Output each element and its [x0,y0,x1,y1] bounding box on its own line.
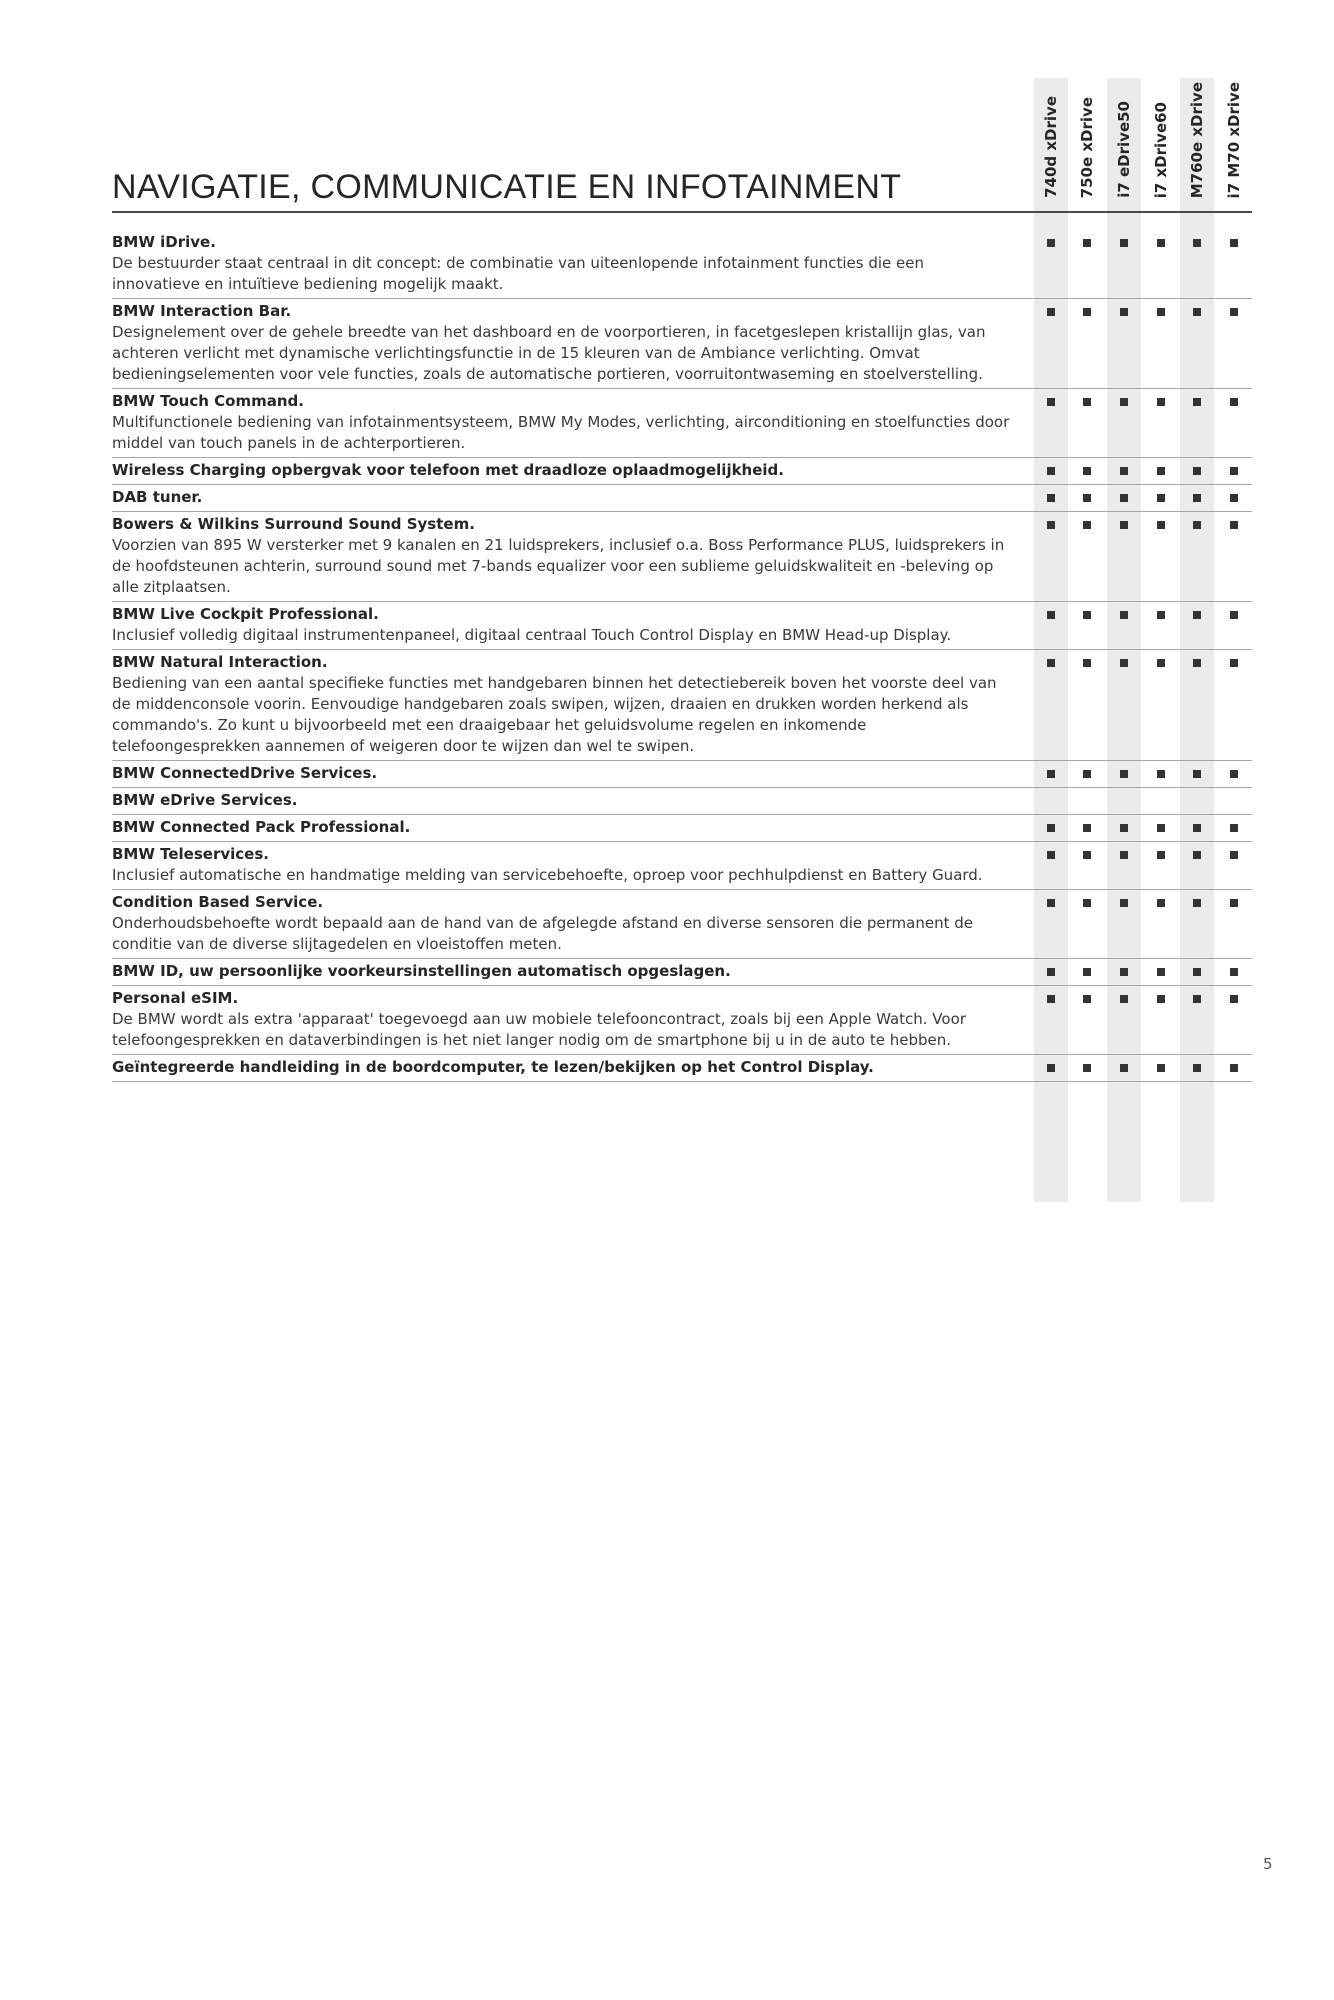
standard-equipment-mark [1120,494,1128,502]
feature-availability [1012,301,1252,385]
feature-table [112,230,1252,1082]
standard-equipment-mark [1230,239,1238,247]
standard-equipment-mark [1047,398,1055,406]
feature-availability [1012,232,1252,295]
standard-equipment-mark [1083,770,1091,778]
feature-row [112,761,1252,788]
feature-row [112,299,1252,389]
feature-title: BMW Touch Command. [112,392,304,410]
feature-availability [1012,961,1252,982]
standard-equipment-mark [1047,851,1055,859]
standard-equipment-mark [1157,770,1165,778]
standard-equipment-mark [1193,467,1201,475]
standard-equipment-mark [1047,968,1055,976]
feature-title: BMW Natural Interaction. [112,653,328,671]
feature-row [112,485,1252,512]
model-header [1217,81,1251,198]
standard-equipment-mark [1083,494,1091,502]
standard-equipment-mark [1047,824,1055,832]
feature-text [112,301,1012,385]
page-title: NAVIGATIE, COMMUNICATIE EN INFOTAINMENT [112,168,902,206]
feature-description: De BMW wordt als extra 'apparaat' toegevoegd aan uw mobiele telefooncontract, zoals bij een Apple Watch. Voor telefoongesprekken en dataverbindingen is het niet langer nodig om de smartphone bij u in de auto te hebben. [112,1010,966,1049]
feature-text [112,460,1012,481]
feature-row [112,650,1252,761]
standard-equipment-mark [1047,899,1055,907]
standard-equipment-mark [1120,398,1128,406]
feature-text [112,892,1012,955]
standard-equipment-mark [1193,899,1201,907]
model-header-label: M760e xDrive [1188,81,1206,198]
standard-equipment-mark [1120,659,1128,667]
page-number: 5 [1263,1855,1273,1873]
feature-title: Wireless Charging opbergvak voor telefoon met draadloze oplaadmogelijkheid. [112,461,784,479]
standard-equipment-mark [1047,770,1055,778]
feature-description: Voorzien van 895 W versterker met 9 kanalen en 21 luidsprekers, inclusief o.a. Boss Performance PLUS, luidsprekers in de hoofdsteunen achterin, surround sound met 7-bands equalizer voor een sublieme geluidskwaliteit en -beleving op alle zitplaatsen. [112,536,1005,596]
standard-equipment-mark [1047,308,1055,316]
standard-equipment-mark [1157,899,1165,907]
feature-text [112,391,1012,454]
feature-text [112,844,1012,886]
model-header-label: i7 eDrive50 [1115,101,1133,198]
standard-equipment-mark [1157,494,1165,502]
feature-title: Condition Based Service. [112,893,324,911]
standard-equipment-mark [1193,398,1201,406]
feature-text [112,1057,1012,1078]
feature-description: Onderhoudsbehoefte wordt bepaald aan de hand van de afgelegde afstand en diverse sensoren die permanent de conditie van de diverse slijtagedelen en vloeistoffen meten. [112,914,973,953]
feature-row [112,815,1252,842]
standard-equipment-mark [1120,968,1128,976]
feature-row [112,890,1252,959]
feature-availability [1012,790,1252,811]
feature-text [112,988,1012,1051]
feature-availability [1012,460,1252,481]
standard-equipment-mark [1157,824,1165,832]
standard-equipment-mark [1230,467,1238,475]
feature-row [112,986,1252,1055]
standard-equipment-mark [1083,611,1091,619]
standard-equipment-mark [1120,824,1128,832]
standard-equipment-mark [1083,398,1091,406]
standard-equipment-mark [1120,611,1128,619]
feature-row [112,458,1252,485]
model-header [1144,86,1178,198]
standard-equipment-mark [1157,995,1165,1003]
feature-row [112,842,1252,890]
standard-equipment-mark [1120,467,1128,475]
standard-equipment-mark [1193,659,1201,667]
feature-title: BMW iDrive. [112,233,216,251]
model-header-label: 750e xDrive [1078,96,1096,198]
standard-equipment-mark [1230,611,1238,619]
standard-equipment-mark [1083,467,1091,475]
model-header [1034,86,1068,198]
feature-row [112,788,1252,815]
standard-equipment-mark [1047,239,1055,247]
model-header-label: i7 xDrive60 [1152,101,1170,198]
standard-equipment-mark [1230,1064,1238,1072]
feature-availability [1012,763,1252,784]
feature-availability [1012,487,1252,508]
standard-equipment-mark [1157,1064,1165,1072]
feature-title: Personal eSIM. [112,989,239,1007]
feature-row [112,602,1252,650]
model-header-label: i7 M70 xDrive [1225,81,1243,198]
standard-equipment-mark [1083,239,1091,247]
standard-equipment-mark [1193,995,1201,1003]
model-header-label: 740d xDrive [1042,96,1060,198]
feature-description: Inclusief volledig digitaal instrumentenpaneel, digitaal centraal Touch Control Display en BMW Head-up Display. [112,626,952,644]
standard-equipment-mark [1230,659,1238,667]
standard-equipment-mark [1157,968,1165,976]
standard-equipment-mark [1157,308,1165,316]
feature-availability [1012,1057,1252,1078]
feature-text [112,652,1012,757]
standard-equipment-mark [1047,995,1055,1003]
standard-equipment-mark [1193,968,1201,976]
standard-equipment-mark [1120,770,1128,778]
standard-equipment-mark [1230,308,1238,316]
feature-text [112,514,1012,598]
feature-availability [1012,514,1252,598]
feature-text [112,604,1012,646]
feature-availability [1012,391,1252,454]
standard-equipment-mark [1157,239,1165,247]
standard-equipment-mark [1193,308,1201,316]
standard-equipment-mark [1230,968,1238,976]
standard-equipment-mark [1193,239,1201,247]
standard-equipment-mark [1047,659,1055,667]
standard-equipment-mark [1047,611,1055,619]
feature-description: De bestuurder staat centraal in dit concept: de combinatie van uiteenlopende infotainment functies die een innovatieve en intuïtieve bediening mogelijk maakt. [112,254,924,293]
feature-availability [1012,817,1252,838]
standard-equipment-mark [1230,770,1238,778]
standard-equipment-mark [1083,659,1091,667]
standard-equipment-mark [1120,521,1128,529]
feature-row [112,1055,1252,1082]
feature-text [112,232,1012,295]
standard-equipment-mark [1193,770,1201,778]
standard-equipment-mark [1193,494,1201,502]
standard-equipment-mark [1230,398,1238,406]
feature-description: Multifunctionele bediening van infotainmentsysteem, BMW My Modes, verlichting, airconditioning en stoelfuncties door middel van touch panels in de achterportieren. [112,413,1010,452]
standard-equipment-mark [1157,467,1165,475]
standard-equipment-mark [1083,1064,1091,1072]
standard-equipment-mark [1193,1064,1201,1072]
standard-equipment-mark [1230,851,1238,859]
feature-description: Bediening van een aantal specifieke functies met handgebaren binnen het detectiebereik boven het voorste deel van de middenconsole voorin. Eenvoudige handgebaren zoals swipen, wijzen, draaien en drukken worden herkend als commando's. Zo kunt u bijvoorbeeld met een draaigebaar het geluidsvolume regelen en inkomende telefoongesprekken aannemen of weigeren door te wijzen dan wel te swipen. [112,674,997,755]
standard-equipment-mark [1083,995,1091,1003]
feature-title: BMW Teleservices. [112,845,269,863]
standard-equipment-mark [1083,824,1091,832]
feature-availability [1012,652,1252,757]
feature-description: Inclusief automatische en handmatige melding van servicebehoefte, oproep voor pechhulpdienst en Battery Guard. [112,866,983,884]
model-header [1070,86,1104,198]
standard-equipment-mark [1230,494,1238,502]
standard-equipment-mark [1047,1064,1055,1072]
feature-title: Geïntegreerde handleiding in de boordcomputer, te lezen/bekijken op het Control Display. [112,1058,874,1076]
model-header [1107,86,1141,198]
feature-title: BMW ConnectedDrive Services. [112,764,378,782]
feature-availability [1012,604,1252,646]
feature-availability [1012,892,1252,955]
feature-description: Designelement over de gehele breedte van het dashboard en de voorportieren, in facetgeslepen kristallijn glas, van achteren verlicht met dynamische verlichtingsfunctie in de 15 kleuren van de Ambiance verlichting. Omvat bedieningselementen voor vele functies, zoals de automatische portieren, voorruitontwaseming en stoelverstelling. [112,323,986,383]
standard-equipment-mark [1120,239,1128,247]
standard-equipment-mark [1083,308,1091,316]
standard-equipment-mark [1047,494,1055,502]
standard-equipment-mark [1083,899,1091,907]
standard-equipment-mark [1083,521,1091,529]
standard-equipment-mark [1120,851,1128,859]
standard-equipment-mark [1047,521,1055,529]
standard-equipment-mark [1120,899,1128,907]
standard-equipment-mark [1120,1064,1128,1072]
standard-equipment-mark [1083,968,1091,976]
title-rule [112,211,1252,213]
feature-title: BMW eDrive Services. [112,791,298,809]
standard-equipment-mark [1157,611,1165,619]
standard-equipment-mark [1120,995,1128,1003]
feature-availability [1012,988,1252,1051]
standard-equipment-mark [1157,851,1165,859]
model-header [1180,81,1214,198]
feature-row [112,512,1252,602]
standard-equipment-mark [1047,467,1055,475]
standard-equipment-mark [1193,824,1201,832]
standard-equipment-mark [1230,995,1238,1003]
standard-equipment-mark [1120,308,1128,316]
feature-availability [1012,844,1252,886]
feature-title: DAB tuner. [112,488,203,506]
feature-title: BMW Connected Pack Professional. [112,818,411,836]
feature-row [112,959,1252,986]
feature-text [112,817,1012,838]
standard-equipment-mark [1157,398,1165,406]
feature-row [112,389,1252,458]
feature-title: Bowers & Wilkins Surround Sound System. [112,515,475,533]
standard-equipment-mark [1083,851,1091,859]
feature-text [112,763,1012,784]
standard-equipment-mark [1230,521,1238,529]
standard-equipment-mark [1230,824,1238,832]
standard-equipment-mark [1193,851,1201,859]
feature-text [112,487,1012,508]
feature-text [112,790,1012,811]
standard-equipment-mark [1193,611,1201,619]
feature-title: BMW Interaction Bar. [112,302,292,320]
feature-title: BMW Live Cockpit Professional. [112,605,379,623]
standard-equipment-mark [1230,899,1238,907]
feature-text [112,961,1012,982]
feature-title: BMW ID, uw persoonlijke voorkeursinstellingen automatisch opgeslagen. [112,962,731,980]
feature-row [112,230,1252,299]
standard-equipment-mark [1193,521,1201,529]
standard-equipment-mark [1157,521,1165,529]
standard-equipment-mark [1157,659,1165,667]
